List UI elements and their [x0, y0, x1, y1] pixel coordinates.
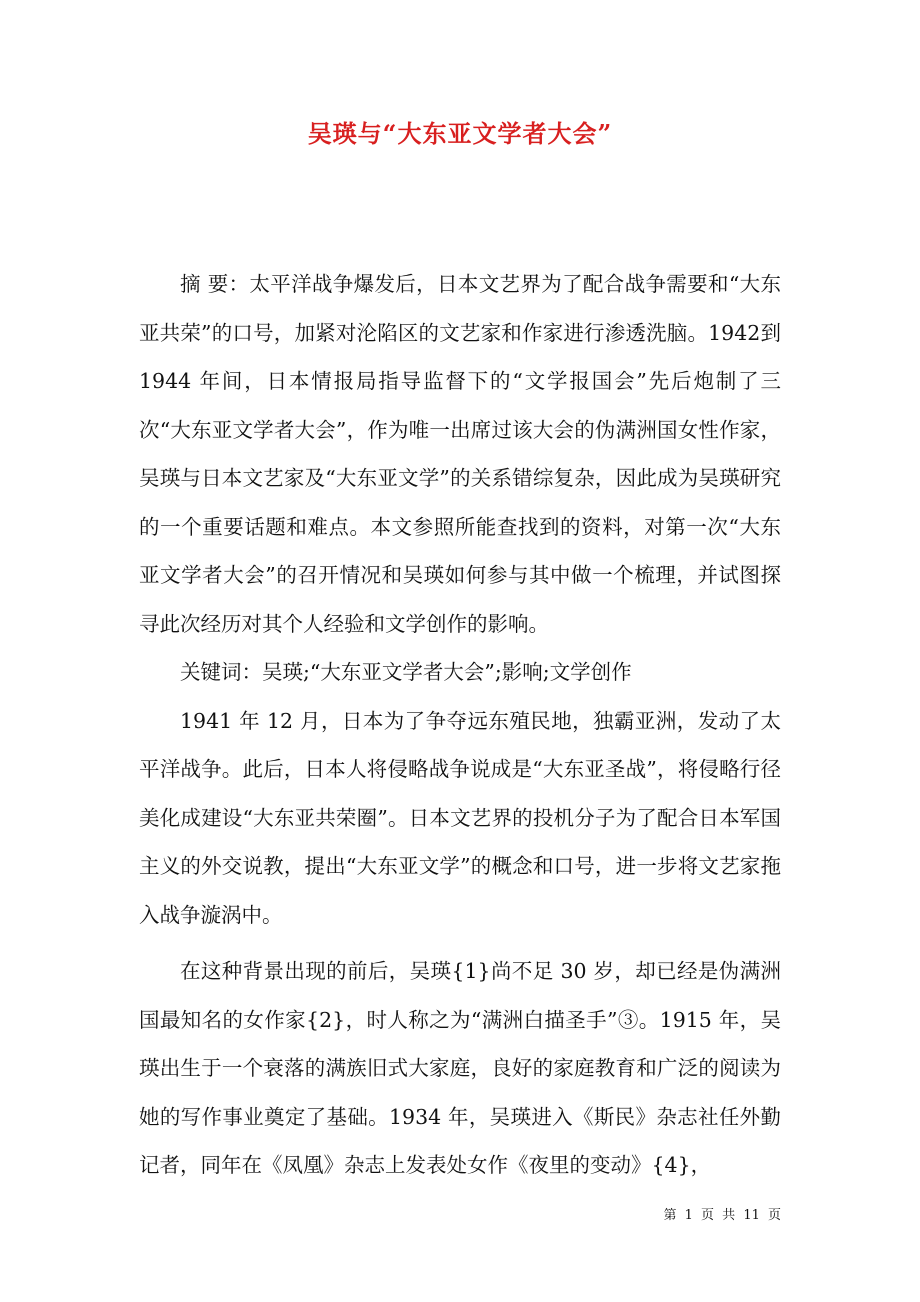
- abstract-paragraph: 摘 要：太平洋战争爆发后，日本文艺界为了配合战争需要和“大东亚共荣”的口号，加紧对沦陷区的文艺家和作家进行渗透洗脑。1942到 1944 年间，日本情报局指导监督下的“文学报国会”先后炮制了三次“大东亚文学者大会”，作为唯一出席过该大会的伪满洲国女性作家，吴瑛与日本文艺家及“大东亚文学”的关系错综复杂，因此成为吴瑛研究的一个重要话题和难点。本文参照所能查找到的资料，对第一次“大东亚文学者大会”的召开情况和吴瑛如何参与其中做一个梳理，并试图探寻此次经历对其个人经验和文学创作的影响。: [139, 272, 781, 636]
- body-paragraph-2: 在这种背景出现的前后，吴瑛{1}尚不足 30 岁，却已经是伪满洲国最知名的女作家{2}，时人称之为“满洲白描圣手”③。1915 年，吴瑛出生于一个衰落的满族旧式大家庭，良好的家庭教育和广泛的阅读为她的写作事业奠定了基础。1934 年，吴瑛进入《斯民》杂志社任外勤记者，同年在《凤凰》杂志上发表处女作《夜里的变动》{4}，: [139, 959, 781, 1177]
- keywords-paragraph: 关键词：吴瑛;“大东亚文学者大会”;影响;文学创作: [180, 660, 632, 684]
- body-paragraph-1: 1941 年 12 月，日本为了争夺远东殖民地，独霸亚洲，发动了太平洋战争。此后，日本人将侵略战争说成是“大东亚圣战”，将侵略行径美化成建设“大东亚共荣圈”。日本文艺界的投机分子为了配合日本军国主义的外交说教，提出“大东亚文学”的概念和口号，进一步将文艺家拖入战争漩涡中。: [139, 708, 781, 927]
- document-body: [139, 260, 781, 1190]
- document-title: 吴瑛与“大东亚文学者大会”: [307, 119, 613, 148]
- page-number-footer: 第 1 页 共 11 页: [663, 1208, 781, 1223]
